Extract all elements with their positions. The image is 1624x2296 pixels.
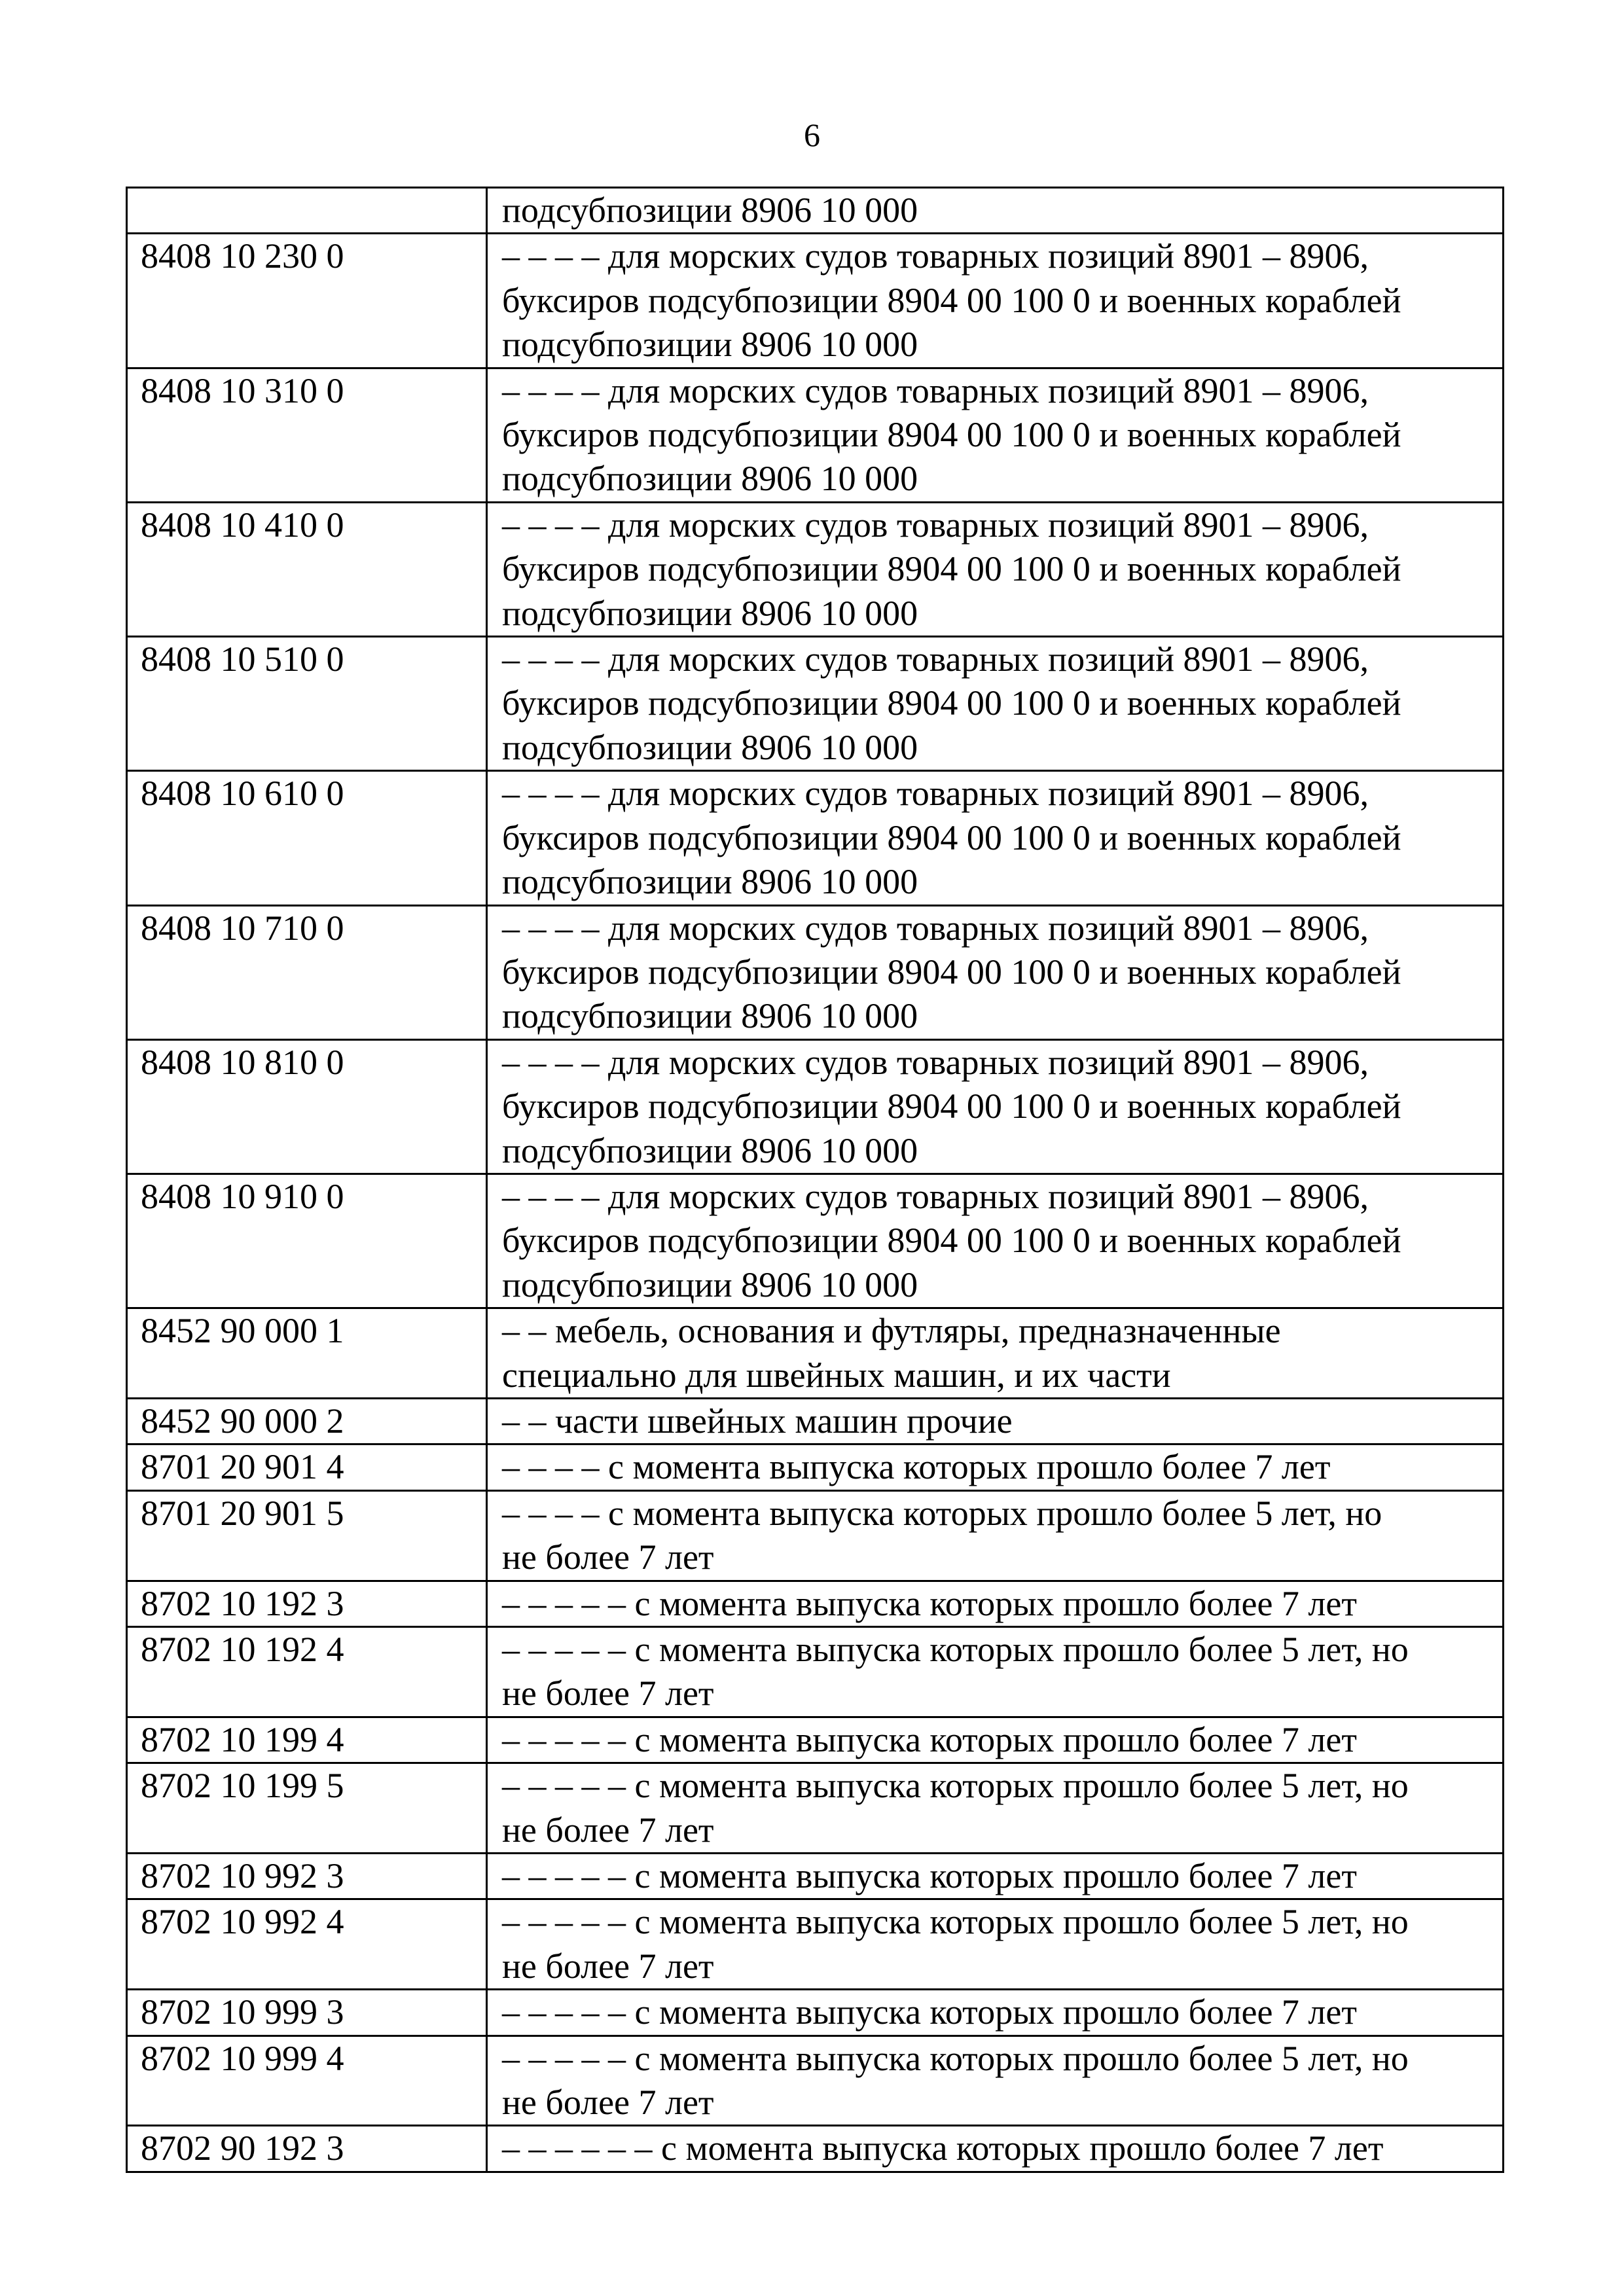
commodity-code-cell: 8408 10 810 0 bbox=[127, 1039, 487, 1174]
commodity-code-cell: 8408 10 610 0 bbox=[127, 771, 487, 905]
description-line: – – части швейных машин прочие bbox=[502, 1401, 1013, 1441]
description-line: – – – – с момента выпуска которых прошло более 7 лет bbox=[502, 1447, 1331, 1487]
table-row bbox=[127, 637, 1504, 771]
description-cell bbox=[487, 502, 1504, 636]
commodity-code-cell: 8702 10 999 4 bbox=[127, 2036, 487, 2126]
description-cell bbox=[487, 1581, 1504, 1626]
description-cell bbox=[487, 2036, 1504, 2126]
description-line: – – – – для морских судов товарных позиций 8901 – 8906, bbox=[502, 1176, 1369, 1216]
table-row bbox=[127, 188, 1504, 234]
description-line: – – – – – с момента выпуска которых прошло более 7 лет bbox=[502, 1856, 1357, 1896]
table-row bbox=[127, 1899, 1504, 1990]
description-cell bbox=[487, 1444, 1504, 1490]
table-row bbox=[127, 1444, 1504, 1490]
description-cell bbox=[487, 1899, 1504, 1990]
description-line: – – – – – с момента выпуска которых прошло более 5 лет, но bbox=[502, 1902, 1409, 1942]
description-line: – – – – – с момента выпуска которых прошло более 7 лет bbox=[502, 1583, 1357, 1623]
table-row bbox=[127, 771, 1504, 905]
description-line: не более 7 лет bbox=[502, 2083, 714, 2123]
commodity-code-cell: 8452 90 000 1 bbox=[127, 1308, 487, 1399]
description-line: – – – – для морских судов товарных позиций 8901 – 8906, bbox=[502, 505, 1369, 545]
description-cell bbox=[487, 1627, 1504, 1717]
description-line: буксиров подсубпозиции 8904 00 100 0 и военных кораблей bbox=[502, 280, 1401, 320]
table-row bbox=[127, 502, 1504, 636]
description-line: – – – – – с момента выпуска которых прошло более 5 лет, но bbox=[502, 1766, 1409, 1806]
commodity-code-cell: 8702 10 992 4 bbox=[127, 1899, 487, 1990]
table-row bbox=[127, 1581, 1504, 1626]
commodity-code-cell: 8702 10 999 3 bbox=[127, 1990, 487, 2036]
tariff-code-table bbox=[126, 187, 1504, 2173]
description-cell bbox=[487, 1039, 1504, 1174]
description-line: буксиров подсубпозиции 8904 00 100 0 и военных кораблей bbox=[502, 817, 1401, 857]
table-row bbox=[127, 1398, 1504, 1444]
description-line: буксиров подсубпозиции 8904 00 100 0 и военных кораблей bbox=[502, 415, 1401, 455]
commodity-code-cell: 8702 10 199 5 bbox=[127, 1763, 487, 1854]
table-row bbox=[127, 234, 1504, 368]
description-line: – – мебель, основания и футляры, предназначенные bbox=[502, 1311, 1281, 1351]
page-number: 6 bbox=[804, 117, 820, 153]
commodity-code-cell: 8701 20 901 5 bbox=[127, 1490, 487, 1581]
description-line: буксиров подсубпозиции 8904 00 100 0 и военных кораблей bbox=[502, 1086, 1401, 1126]
commodity-code-cell: 8408 10 510 0 bbox=[127, 637, 487, 771]
table-row bbox=[127, 905, 1504, 1039]
description-cell bbox=[487, 1763, 1504, 1854]
table-row bbox=[127, 368, 1504, 502]
commodity-code-cell: 8702 10 192 3 bbox=[127, 1581, 487, 1626]
description-cell bbox=[487, 1854, 1504, 1899]
tariff-code-table-body bbox=[127, 188, 1504, 2172]
commodity-code-cell bbox=[127, 188, 487, 234]
commodity-code-cell: 8408 10 910 0 bbox=[127, 1174, 487, 1308]
description-cell bbox=[487, 905, 1504, 1039]
table-row bbox=[127, 2036, 1504, 2126]
description-line: не более 7 лет bbox=[502, 1674, 714, 1713]
description-line: – – – – с момента выпуска которых прошло более 5 лет, но bbox=[502, 1493, 1382, 1533]
description-cell bbox=[487, 1308, 1504, 1399]
description-line: буксиров подсубпозиции 8904 00 100 0 и военных кораблей bbox=[502, 1221, 1401, 1261]
description-line: не более 7 лет bbox=[502, 1946, 714, 1986]
description-line: подсубпозиции 8906 10 000 bbox=[502, 459, 918, 499]
table-row bbox=[127, 1627, 1504, 1717]
table-row bbox=[127, 1174, 1504, 1308]
description-line: буксиров подсубпозиции 8904 00 100 0 и военных кораблей bbox=[502, 683, 1401, 723]
description-line: буксиров подсубпозиции 8904 00 100 0 и военных кораблей bbox=[502, 549, 1401, 589]
commodity-code-cell: 8408 10 230 0 bbox=[127, 234, 487, 368]
description-line: – – – – – с момента выпуска которых прошло более 7 лет bbox=[502, 1992, 1357, 2032]
description-cell bbox=[487, 1398, 1504, 1444]
table-row bbox=[127, 1490, 1504, 1581]
description-line: подсубпозиции 8906 10 000 bbox=[502, 325, 918, 365]
description-cell bbox=[487, 1990, 1504, 2036]
description-line: – – – – для морских судов товарных позиций 8901 – 8906, bbox=[502, 639, 1369, 679]
description-line: – – – – для морских судов товарных позиций 8901 – 8906, bbox=[502, 236, 1369, 276]
commodity-code-cell: 8702 90 192 3 bbox=[127, 2126, 487, 2172]
description-cell bbox=[487, 637, 1504, 771]
table-row bbox=[127, 1990, 1504, 2036]
commodity-code-cell: 8702 10 199 4 bbox=[127, 1717, 487, 1763]
table-row bbox=[127, 2126, 1504, 2172]
description-cell bbox=[487, 368, 1504, 502]
description-line: подсубпозиции 8906 10 000 bbox=[502, 1130, 918, 1170]
description-cell bbox=[487, 1490, 1504, 1581]
description-line: – – – – для морских судов товарных позиций 8901 – 8906, bbox=[502, 774, 1369, 814]
description-line: – – – – – – с момента выпуска которых прошло более 7 лет bbox=[502, 2128, 1384, 2168]
description-cell bbox=[487, 2126, 1504, 2172]
table-row bbox=[127, 1854, 1504, 1899]
description-line: – – – – для морских судов товарных позиций 8901 – 8906, bbox=[502, 1042, 1369, 1082]
description-cell bbox=[487, 771, 1504, 905]
description-line: – – – – – с момента выпуска которых прошло более 7 лет bbox=[502, 1719, 1357, 1759]
description-line: – – – – для морских судов товарных позиций 8901 – 8906, bbox=[502, 370, 1369, 410]
description-line: – – – – – с момента выпуска которых прошло более 5 лет, но bbox=[502, 1630, 1409, 1669]
description-line: подсубпозиции 8906 10 000 bbox=[502, 190, 918, 230]
commodity-code-cell: 8408 10 710 0 bbox=[127, 905, 487, 1039]
commodity-code-cell: 8452 90 000 2 bbox=[127, 1398, 487, 1444]
description-line: – – – – для морских судов товарных позиций 8901 – 8906, bbox=[502, 908, 1369, 948]
table-row bbox=[127, 1717, 1504, 1763]
description-line: не более 7 лет bbox=[502, 1537, 714, 1577]
description-cell bbox=[487, 1174, 1504, 1308]
description-line: подсубпозиции 8906 10 000 bbox=[502, 1265, 918, 1304]
commodity-code-cell: 8408 10 410 0 bbox=[127, 502, 487, 636]
table-row bbox=[127, 1308, 1504, 1399]
description-line: специально для швейных машин, и их части bbox=[502, 1355, 1171, 1395]
description-line: подсубпозиции 8906 10 000 bbox=[502, 593, 918, 633]
commodity-code-cell: 8702 10 192 4 bbox=[127, 1627, 487, 1717]
description-line: буксиров подсубпозиции 8904 00 100 0 и военных кораблей bbox=[502, 952, 1401, 992]
commodity-code-cell: 8408 10 310 0 bbox=[127, 368, 487, 502]
table-row bbox=[127, 1763, 1504, 1854]
description-cell bbox=[487, 188, 1504, 234]
description-line: подсубпозиции 8906 10 000 bbox=[502, 996, 918, 1036]
description-cell bbox=[487, 1717, 1504, 1763]
description-line: не более 7 лет bbox=[502, 1810, 714, 1850]
description-line: подсубпозиции 8906 10 000 bbox=[502, 862, 918, 902]
description-line: – – – – – с момента выпуска которых прошло более 5 лет, но bbox=[502, 2038, 1409, 2078]
table-row bbox=[127, 1039, 1504, 1174]
description-cell bbox=[487, 234, 1504, 368]
commodity-code-cell: 8701 20 901 4 bbox=[127, 1444, 487, 1490]
commodity-code-cell: 8702 10 992 3 bbox=[127, 1854, 487, 1899]
description-line: подсубпозиции 8906 10 000 bbox=[502, 727, 918, 767]
